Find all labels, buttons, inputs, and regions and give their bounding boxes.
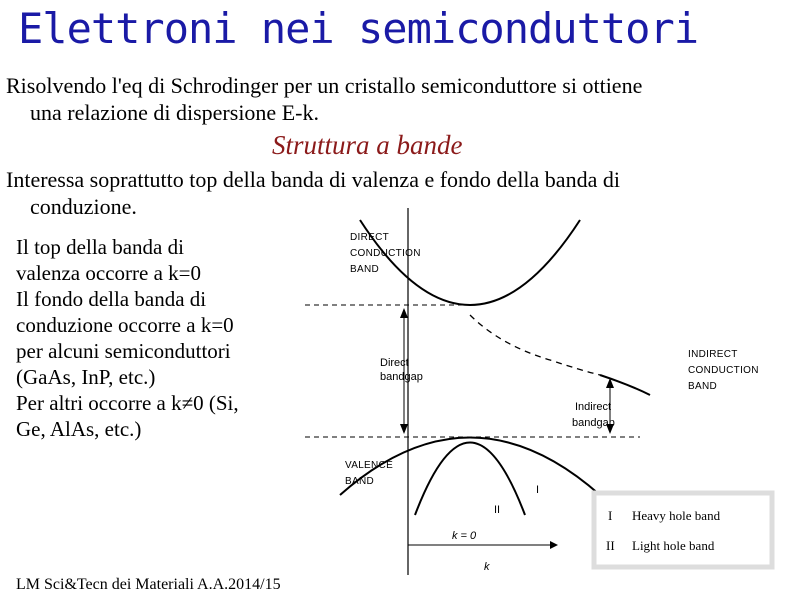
- footer-course: LM Sci&Tecn dei Materiali A.A.2014/15: [16, 576, 281, 593]
- side-line: conduzione occorre a k=0: [16, 313, 234, 337]
- legend-text-light: Light hole band: [632, 538, 715, 553]
- branch-I-label: I: [536, 484, 540, 496]
- direct-gap-label-1: Direct: [380, 357, 409, 369]
- side-line: Il fondo della banda di: [16, 287, 207, 311]
- side-line: Per altri occorre a k≠0 (Si,: [16, 391, 239, 415]
- intro-line-2: una relazione di dispersione E-k.: [30, 100, 319, 125]
- indirect-gap-label-1: Indirect: [575, 401, 612, 413]
- valence-label-2: BAND: [345, 476, 374, 487]
- band-structure-figure: [300, 200, 780, 595]
- branch-II-label: II: [494, 504, 501, 516]
- slide-title: Elettroni nei semiconduttori: [18, 4, 699, 53]
- side-line: Ge, AlAs, etc.): [16, 417, 142, 441]
- section-subtitle: Struttura a bande: [272, 130, 463, 160]
- side-line: per alcuni semiconduttori: [16, 339, 231, 363]
- intro-line-1: Risolvendo l'eq di Schrodinger per un cristallo semiconduttore si ottiene: [6, 73, 643, 98]
- side-line: valenza occorre a k=0: [16, 261, 201, 285]
- direct-gap-arrowhead-down: [400, 424, 408, 434]
- indirect-label-2: CONDUCTION: [688, 365, 759, 376]
- side-text: [16, 234, 286, 442]
- legend-num-II: II: [606, 538, 615, 553]
- intro-paragraph: [6, 72, 786, 126]
- light-hole-band: [415, 443, 525, 516]
- k-axis-arrowhead: [550, 541, 558, 549]
- indirect-gap-label-2: bandgap: [572, 417, 615, 429]
- legend-box: [594, 493, 772, 567]
- valence-label-1: VALENCE: [345, 460, 394, 471]
- direct-conduction-band: [360, 220, 580, 305]
- direct-label-3: BAND: [350, 264, 379, 275]
- indirect-label-1: INDIRECT: [688, 349, 738, 360]
- direct-label-2: CONDUCTION: [350, 248, 421, 259]
- direct-gap-arrowhead-up: [400, 308, 408, 318]
- direct-label-1: DIRECT: [350, 232, 390, 243]
- legend-num-I: I: [608, 508, 613, 523]
- side-line: (GaAs, InP, etc.): [16, 365, 156, 389]
- k-axis-label: k: [484, 561, 490, 573]
- k-zero-label: k = 0: [452, 530, 477, 542]
- indirect-label-3: BAND: [688, 381, 717, 392]
- direct-gap-label-2: bandgap: [380, 371, 423, 383]
- side-line: Il top della banda di: [16, 235, 184, 259]
- focus-line-2: conduzione.: [30, 194, 137, 219]
- focus-line-1: Interessa soprattutto top della banda di valenza e fondo della banda di: [6, 167, 620, 192]
- indirect-conduction-band-dashed: [470, 315, 600, 375]
- legend-text-heavy: Heavy hole band: [632, 508, 721, 523]
